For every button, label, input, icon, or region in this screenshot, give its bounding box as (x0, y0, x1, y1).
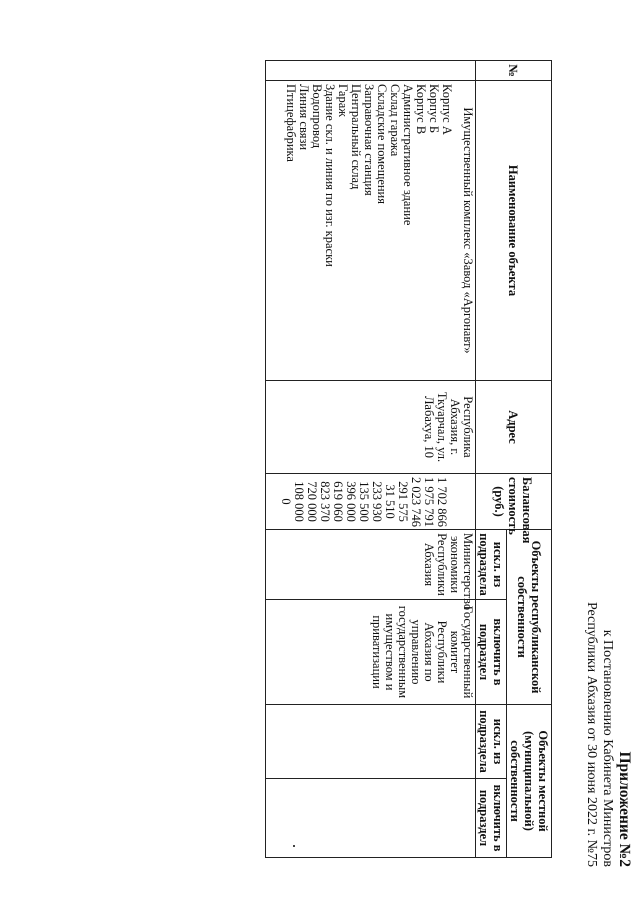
balance-values-list (279, 477, 448, 526)
list-item-value: 291 575 (396, 481, 410, 522)
appendix-subtitle-line1: к Постановлению Кабинета Министров (600, 629, 615, 867)
list-item-value: 233 930 (370, 481, 384, 522)
complex-name: Имущественный комплекс «Завод «Аргонавт» (461, 107, 475, 354)
list-item: Корпус А (440, 84, 454, 135)
local-exclude-cell (266, 705, 476, 779)
list-item: Корпус В (414, 84, 428, 135)
list-item: Линия связи (297, 84, 311, 151)
list-item: Склад гаража (388, 84, 402, 157)
list-item-value: 0 (279, 498, 293, 505)
list-item-value: 823 370 (318, 481, 332, 522)
list-item-value: 619 060 (331, 481, 345, 522)
row-number-cell (266, 61, 476, 81)
list-item-value: 396 000 (344, 481, 358, 522)
header-number: № (476, 61, 552, 81)
list-item-value: 108 000 (292, 481, 306, 522)
header-local-include: включить в подраздел (476, 779, 507, 858)
list-item-value: 720 000 (305, 481, 319, 522)
republic-include-cell: Государственный комитет Республики Абхазия по управлению государственным имуществом и приватизации (266, 600, 476, 705)
header-republic-include: включить в подраздел (476, 600, 507, 705)
appendix-title: Приложение №2 (616, 751, 633, 867)
list-item-value: 1 702 866 (435, 477, 449, 527)
list-item: Центральный склад (349, 84, 363, 190)
list-item: Корпус Б (427, 84, 441, 134)
header-local-exclude: искл. из подраздела (476, 705, 507, 779)
appendix-header (583, 602, 634, 867)
local-include-cell (266, 779, 476, 858)
address-cell: Республика Абхазия, г. Ткуарчал, ул. Лабахуа, 10 (266, 381, 476, 474)
appendix-subtitle-line2: Республики Абхазия от 30 июня 2022 г. №75 (584, 601, 599, 867)
header-object-name: Наименование объекта (476, 81, 552, 381)
object-names-list (284, 84, 453, 377)
list-item: Птицефабрика (284, 84, 298, 162)
list-item-value: 135 500 (357, 481, 371, 522)
header-address: Адрес (476, 381, 552, 474)
list-item: Складские помещения (375, 84, 389, 205)
list-item: Гараж (336, 84, 350, 117)
list-item-value: 1 975 791 (422, 477, 436, 527)
table-row (266, 61, 476, 858)
list-item: Здание скл. и линия по изг. краски (323, 84, 337, 267)
header-republic-exclude: искл. из подраздела (476, 530, 507, 600)
property-table (265, 60, 552, 858)
republic-exclude-cell: Министерство экономики Республики Абхазия (266, 530, 476, 600)
list-item: Административное здание (401, 84, 415, 226)
list-item: Водопровод (310, 84, 324, 149)
header-balance-value: Балансовая стоимость (руб.) (476, 474, 552, 530)
scan-speck (293, 845, 295, 847)
header-republic-property: Объекты республиканской собственности (507, 530, 552, 705)
list-item: Заправочная станция (362, 84, 376, 196)
object-name-cell (266, 81, 476, 381)
list-item-value: 2 023 746 (409, 477, 423, 527)
header-local-property: Объекты местной (муниципальной) собственности (507, 705, 552, 858)
list-item-value: 31 510 (383, 484, 397, 519)
balance-value-cell (266, 474, 476, 530)
